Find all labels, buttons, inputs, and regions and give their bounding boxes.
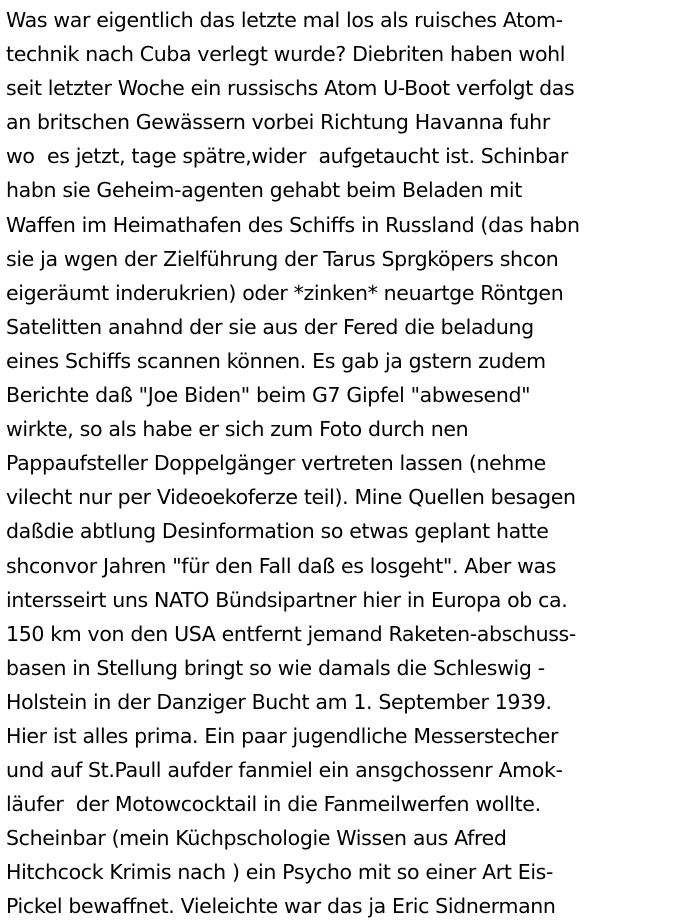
- text-line: und auf St.Paull aufder fanmiel ein ansgchossenr Amok-: [6, 758, 563, 783]
- text-line: läufer der Motowcocktail in die Fanmeilwerfen wollte.: [6, 792, 541, 817]
- text-line: Waffen im Heimathafen des Schiffs in Russland (das habn: [6, 212, 580, 237]
- text-line: Was war eigentlich das letzte mal los als ruisches Atom-: [6, 8, 563, 32]
- text-line: basen in Stellung bringt so wie damals die Schleswig -: [6, 655, 545, 680]
- text-line: vilecht nur per Videoekoferze teil). Mine Quellen besagen: [6, 485, 576, 510]
- text-line: eines Schiffs scannen können. Es gab ja gstern zudem: [6, 348, 546, 373]
- text-line: Pickel bewaffnet. Vieleichte war das ja Eric Sidnermann: [6, 894, 556, 919]
- text-line: Hier ist alles prima. Ein paar jugendliche Messerstecher: [6, 723, 559, 748]
- text-line: shconvor Jahren "für den Fall daß es losgeht". Aber was: [6, 553, 557, 578]
- text-line: seit letzter Woche ein russischs Atom U-Boot verfolgt das: [6, 76, 575, 101]
- document-body: [6, 3, 682, 924]
- text-line: Pappaufsteller Doppelgänger vertreten lassen (nehme: [6, 451, 546, 476]
- text-line: intersseirt uns NATO Bündsipartner hier in Europa ob ca.: [6, 587, 568, 612]
- text-line: an britschen Gewässern vorbei Richtung Havanna fuhr: [6, 110, 550, 135]
- text-line: eigeräumt inderukrien) oder *zinken* neuartge Röntgen: [6, 280, 564, 305]
- text-line: wo es jetzt, tage spätre,wider aufgetaucht ist. Schinbar: [6, 144, 568, 169]
- text-line: Holstein in der Danziger Bucht am 1. September 1939.: [6, 689, 552, 714]
- text-line: wirkte, so als habe er sich zum Foto durch nen: [6, 417, 469, 442]
- text-line: Scheinbar (mein Küchpschologie Wissen aus Afred: [6, 826, 507, 851]
- text-line: habn sie Geheim-agenten gehabt beim Beladen mit: [6, 178, 522, 203]
- text-line: Satelitten anahnd der sie aus der Fered die beladung: [6, 314, 534, 339]
- text-line: sie ja wgen der Zielführung der Tarus Sprgköpers shcon: [6, 246, 559, 271]
- text-line: daßdie abtlung Desinformation so etwas geplant hatte: [6, 519, 549, 544]
- text-line: Berichte daß "Joe Biden" beim G7 Gipfel "abwesend": [6, 383, 531, 408]
- text-line: technik nach Cuba verlegt wurde? Diebriten haben wohl: [6, 42, 566, 67]
- text-line: Hitchcock Krimis nach ) ein Psycho mit so einer Art Eis-: [6, 860, 554, 885]
- text-line: 150 km von den USA entfernt jemand Raketen-abschuss-: [6, 621, 576, 646]
